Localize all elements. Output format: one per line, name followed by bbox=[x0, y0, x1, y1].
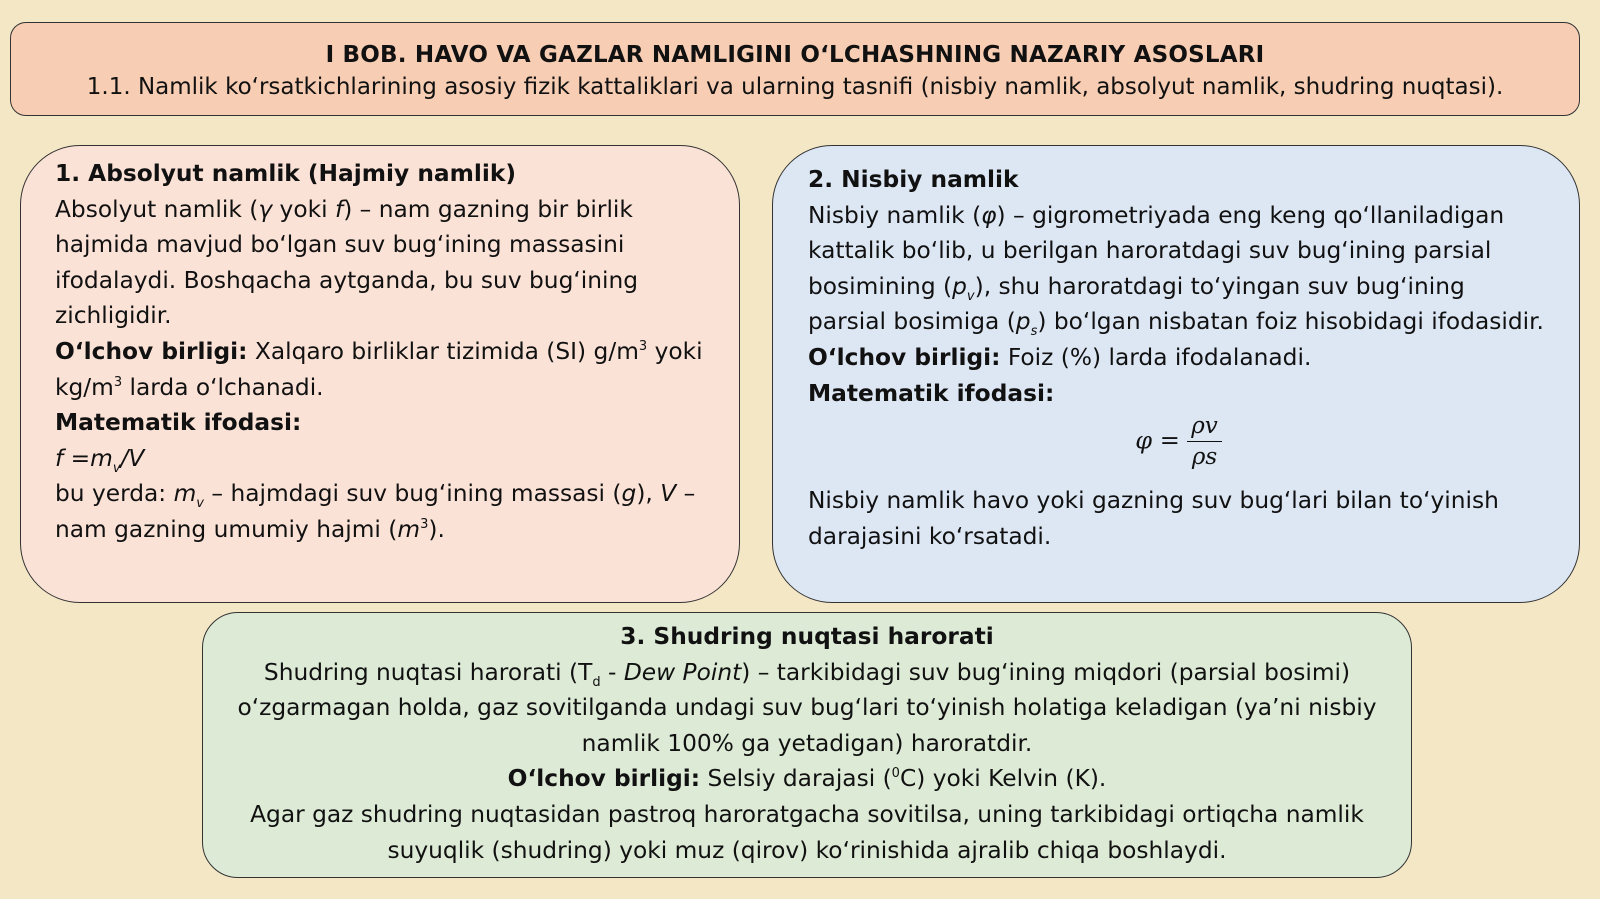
chapter-title: I BOB. HAVO VA GAZLAR NAMLIGINI O‘LCHASHNING NAZARIY ASOSLARI bbox=[325, 42, 1265, 68]
m-symbol: m bbox=[397, 515, 421, 543]
text-span: ) bo‘lgan nisbatan foiz hisobidagi ifodasidir. bbox=[1037, 308, 1544, 336]
conclusion-paragraph: Nisbiy namlik havo yoki gazning suv bug‘lari bilan to‘yinish darajasini ko‘rsatadi. bbox=[808, 487, 1499, 550]
text-span: bu yerda: bbox=[55, 480, 174, 508]
formula-lhs: φ = bbox=[1135, 426, 1180, 455]
condensation-paragraph: Agar gaz shudring nuqtasidan pastroq haroratgacha sovitilsa, uning tarkibidagi ortiqcha namlik suyuqlik (shudring) yoki muz (qirov) ko‘rinishida ajralib chiqa boshlaydi. bbox=[250, 800, 1364, 864]
text-span: ), shu haroratdagi to‘yingan suv bug‘ining parsial bosimiga ( bbox=[808, 272, 1465, 336]
superscript: 0 bbox=[891, 766, 900, 782]
v-symbol: V bbox=[660, 480, 677, 508]
gamma-symbol: γ bbox=[258, 195, 273, 223]
subscript: v bbox=[966, 288, 975, 304]
text-span: C) yoki Kelvin (K). bbox=[899, 765, 1107, 793]
fraction bbox=[1187, 411, 1222, 472]
text-span: Shudring nuqtasi harorati (T bbox=[263, 658, 593, 686]
absolute-humidity-card bbox=[20, 145, 740, 603]
unit-label: O‘lchov birligi: bbox=[808, 343, 1001, 371]
p-symbol: p bbox=[1015, 308, 1031, 336]
text-span: ). bbox=[428, 515, 445, 543]
text-span: – nam gazning umumiy hajmi ( bbox=[55, 480, 696, 543]
card-heading: 2. Nisbiy namlik bbox=[808, 166, 1019, 193]
numerator: ρv bbox=[1187, 411, 1222, 442]
text-span: ) – nam gazning bir birlik hajmida mavjud bo‘lgan suv bug‘ining massasini ifodalaydi. Boshqacha aytganda, bu suv bug‘ining zichligidir. bbox=[55, 195, 639, 330]
subscript: d bbox=[592, 674, 601, 690]
text-span: Selsiy darajasi ( bbox=[700, 765, 892, 793]
formula bbox=[55, 441, 707, 477]
f-symbol: f bbox=[334, 195, 344, 223]
subscript: s bbox=[1030, 324, 1038, 340]
definition-paragraph bbox=[55, 192, 707, 334]
superscript: 3 bbox=[113, 374, 123, 390]
dew-point-card bbox=[202, 612, 1412, 878]
text-span: – hajmdagi suv bug‘ining massasi ( bbox=[203, 480, 622, 508]
text-span: yoki kg/m bbox=[55, 337, 703, 401]
card-heading: 3. Shudring nuqtasi harorati bbox=[620, 623, 994, 650]
text-span: f =m bbox=[55, 444, 113, 472]
title-box bbox=[10, 22, 1580, 116]
denominator: ρs bbox=[1191, 444, 1218, 471]
superscript: 3 bbox=[638, 338, 648, 354]
subscript: v bbox=[112, 460, 121, 476]
subscript: v bbox=[196, 496, 204, 512]
unit-paragraph bbox=[808, 340, 1549, 376]
section-subtitle: 1.1. Namlik ko‘rsatkichlarining asosiy fizik kattaliklari va ularning tasnifi (nisbiy namlik, absolyut namlik, shudring nuqtasi). bbox=[86, 74, 1504, 100]
text-span: Foiz (%) larda ifodalanadi. bbox=[1000, 343, 1312, 371]
text-span: Xalqaro birliklar tizimida (SI) g/m bbox=[247, 337, 639, 365]
text-span: /V bbox=[120, 444, 145, 472]
unit-paragraph bbox=[55, 334, 707, 405]
where-paragraph bbox=[55, 476, 707, 547]
text-span: yoki bbox=[272, 195, 335, 223]
unit-label: O‘lchov birligi: bbox=[507, 765, 701, 793]
text-span: ) – tarkibidagi suv bug‘ining miqdori (parsial bosimi) o‘zgarmagan holda, gaz sovitilganda undagi suv bug‘lari to‘yinish holatiga keladigan (ya’ni nisbiy namlik 100% ga yetadigan) haroratdir. bbox=[237, 658, 1377, 757]
phi-symbol: φ bbox=[981, 201, 997, 229]
relative-humidity-card bbox=[772, 145, 1580, 603]
text-span: ), bbox=[636, 480, 661, 508]
relative-humidity-formula bbox=[808, 411, 1549, 483]
card-heading: 1. Absolyut namlik (Hajmiy namlik) bbox=[55, 160, 517, 187]
definition-paragraph bbox=[808, 198, 1549, 340]
text-span: Nisbiy namlik ( bbox=[808, 201, 982, 229]
unit-paragraph bbox=[223, 761, 1391, 797]
m-symbol: m bbox=[173, 480, 197, 508]
text-span: Absolyut namlik ( bbox=[55, 195, 259, 223]
dew-point-term: Dew Point bbox=[623, 658, 742, 686]
superscript: 3 bbox=[420, 516, 429, 532]
unit-label: O‘lchov birligi: bbox=[55, 337, 248, 365]
p-symbol: p bbox=[952, 272, 967, 300]
definition-paragraph bbox=[223, 655, 1391, 762]
text-span: - bbox=[600, 658, 624, 686]
text-span: larda o‘lchanadi. bbox=[122, 373, 324, 401]
text-span: ) – gigrometriyada eng keng qo‘llaniladigan kattalik bo‘lib, u berilgan haroratdagi suv bug‘ining parsial bosimining ( bbox=[808, 201, 1505, 300]
math-label: Matematik ifodasi: bbox=[808, 379, 1055, 407]
g-symbol: g bbox=[621, 480, 637, 508]
math-label: Matematik ifodasi: bbox=[55, 409, 302, 437]
